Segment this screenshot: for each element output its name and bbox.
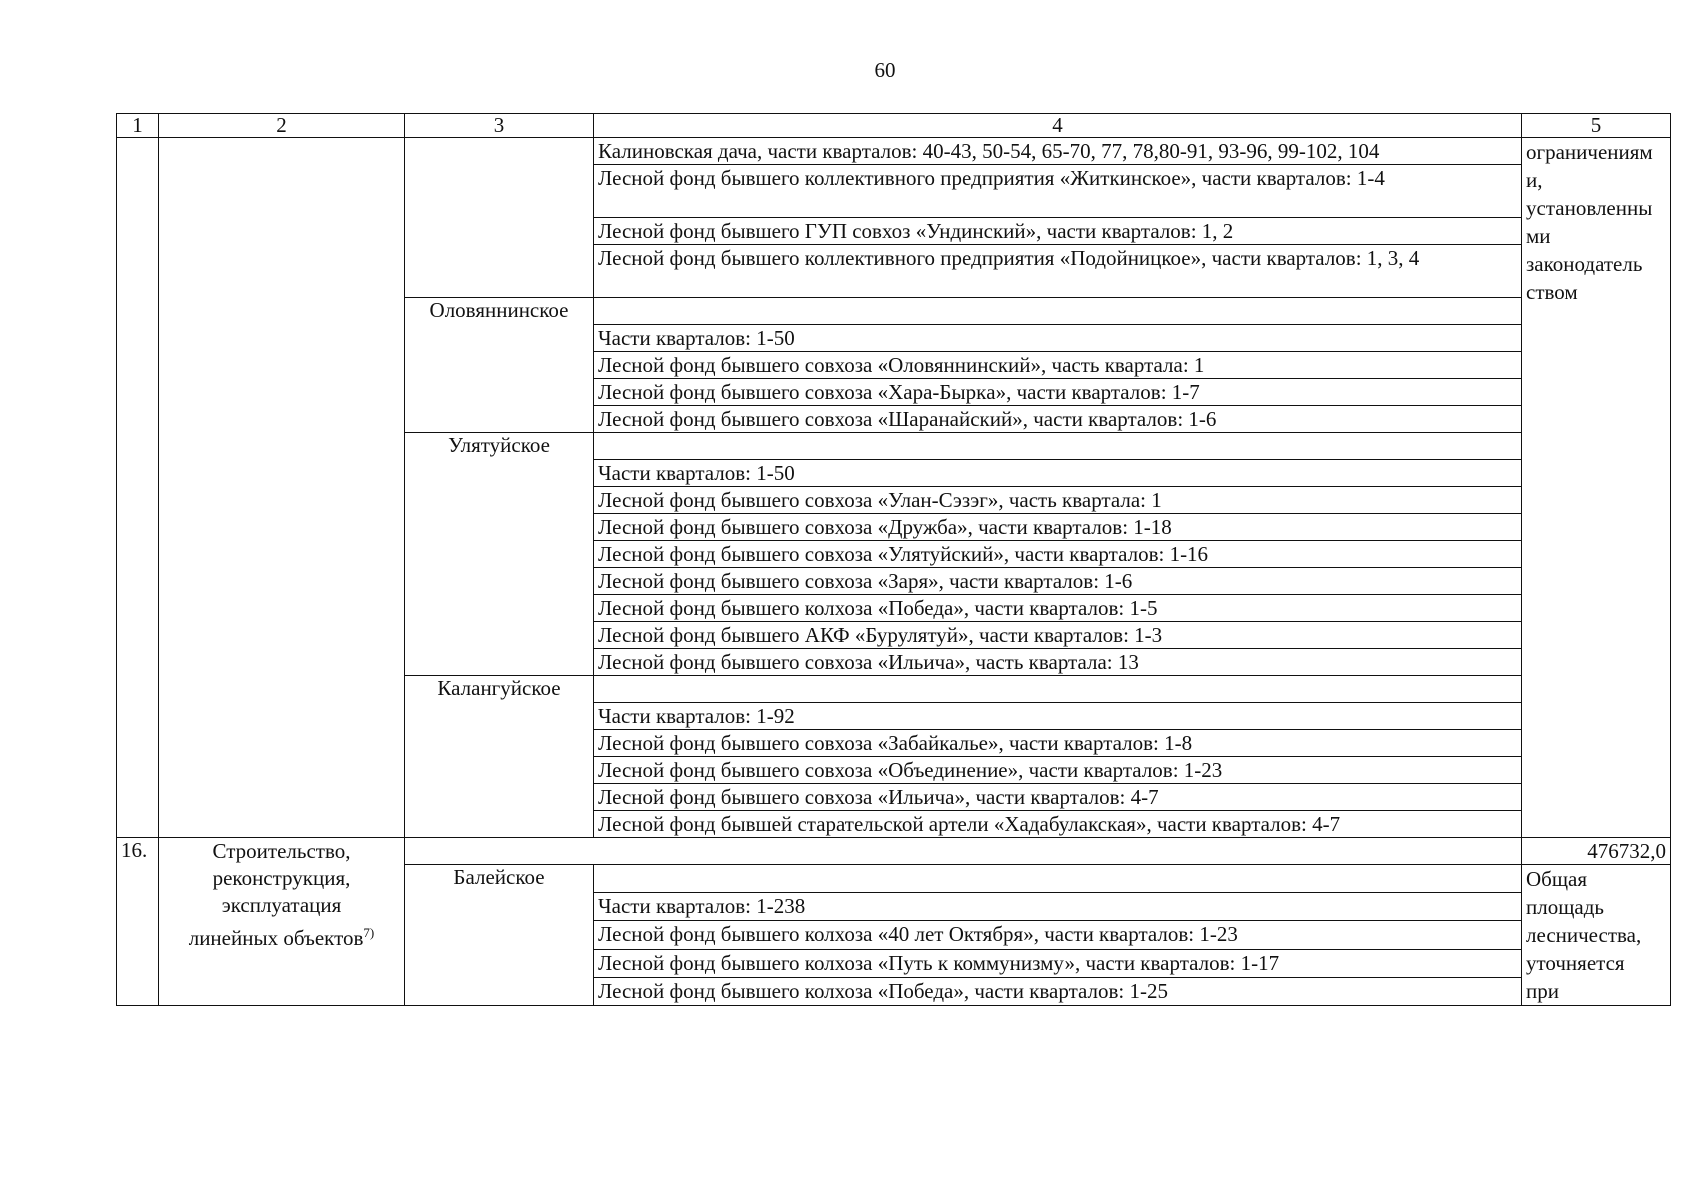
usage-type-line: Строительство, [212, 839, 351, 863]
cell-location: Лесной фонд бывшего совхоза «Улятуйский», части кварталов: 1-16 [594, 541, 1522, 568]
note-line: площадь [1526, 895, 1604, 919]
cell-location: Лесной фонд бывшего колхоза «Победа», части кварталов: 1-25 [594, 977, 1522, 1005]
column-header-2: 2 [159, 114, 405, 138]
page-number: 60 [874, 58, 896, 82]
note-line: ми [1526, 224, 1551, 248]
note-restrictions [1522, 138, 1671, 838]
cell-location-empty [594, 298, 1522, 325]
cell-location: Лесной фонд бывшего коллективного предприятия «Подойницкое», части кварталов: 1, 3, 4 [594, 245, 1522, 298]
cell-district-name: Оловяннинское [405, 298, 594, 433]
note-line: и, [1526, 168, 1543, 192]
note-line: установленны [1526, 196, 1653, 220]
cell-location: Лесной фонд бывшего ГУП совхоз «Ундинский», части кварталов: 1, 2 [594, 218, 1522, 245]
cell-location: Лесной фонд бывшей старательской артели «Хадабулакская», части кварталов: 4-7 [594, 811, 1522, 838]
cell-location: Лесной фонд бывшего совхоза «Дружба», части кварталов: 1-18 [594, 514, 1522, 541]
column-header-5: 5 [1522, 114, 1671, 138]
cell-district-name: Улятуйское [405, 433, 594, 676]
cell-area: 476732,0 [1522, 838, 1671, 865]
column-header-1: 1 [117, 114, 159, 138]
cell-location: Лесной фонд бывшего совхоза «Объединение», части кварталов: 1-23 [594, 757, 1522, 784]
cell-location: Лесной фонд бывшего совхоза «Забайкалье», части кварталов: 1-8 [594, 730, 1522, 757]
cell-location: Лесной фонд бывшего совхоза «Заря», части кварталов: 1-6 [594, 568, 1522, 595]
note-line: лесничества, [1526, 923, 1642, 947]
cell-location: Лесной фонд бывшего совхоза «Ильича», часть квартала: 13 [594, 649, 1522, 676]
note-line: ограничениям [1526, 140, 1653, 164]
cell-location-empty [594, 865, 1522, 893]
cell-location: Лесной фонд бывшего совхоза «Улан-Сэзэг», часть квартала: 1 [594, 487, 1522, 514]
column-header-4: 4 [594, 114, 1522, 138]
cell-location: Части кварталов: 1-92 [594, 703, 1522, 730]
cell-location-empty [594, 676, 1522, 703]
cell-usage-type [159, 838, 405, 1006]
section-row [117, 838, 1671, 865]
cell-location: Лесной фонд бывшего совхоза «Оловяннинский», часть квартала: 1 [594, 352, 1522, 379]
table-row [117, 138, 1671, 165]
note-line: ством [1526, 280, 1578, 304]
cell-location: Лесной фонд бывшего колхоза «Победа», части кварталов: 1-5 [594, 595, 1522, 622]
footnote-marker: 7) [363, 925, 375, 940]
cell-location: Лесной фонд бывшего совхоза «Ильича», части кварталов: 4-7 [594, 784, 1522, 811]
cell-location: Лесной фонд бывшего коллективного предприятия «Житкинское», части кварталов: 1-4 [594, 165, 1522, 218]
note-line: уточняется [1526, 951, 1625, 975]
cell-location: Лесной фонд бывшего колхоза «Путь к коммунизму», части кварталов: 1-17 [594, 949, 1522, 977]
cell-number: 16. [117, 838, 159, 1006]
usage-type-line: эксплуатация [221, 893, 342, 917]
table-header-row [117, 114, 1671, 138]
cell-location: Лесной фонд бывшего АКФ «Бурулятуй», части кварталов: 1-3 [594, 622, 1522, 649]
cell-location: Лесной фонд бывшего совхоза «Хара-Быркa», части кварталов: 1-7 [594, 379, 1522, 406]
forest-use-table [116, 113, 1671, 1006]
cell-location: Калиновская дача, части кварталов: 40-43, 50-54, 65-70, 77, 78,80-91, 93-96, 99-102, 104 [594, 138, 1522, 165]
cell-location: Лесной фонд бывшего совхоза «Шаранайский», части кварталов: 1-6 [594, 406, 1522, 433]
cell-district [405, 138, 594, 298]
cell-location-empty [594, 433, 1522, 460]
cell-location: Лесной фонд бывшего колхоза «40 лет Октября», части кварталов: 1-23 [594, 921, 1522, 949]
cell-number [117, 138, 159, 838]
usage-type-line: реконструкция, [212, 866, 351, 890]
cell-location: Части кварталов: 1-50 [594, 325, 1522, 352]
cell-empty [405, 838, 1522, 865]
cell-district-name: Калангуйское [405, 676, 594, 838]
note-line: законодатель [1526, 252, 1643, 276]
note-total-area [1522, 865, 1671, 1006]
cell-district-name: Балейское [405, 865, 594, 1006]
cell-location: Части кварталов: 1-50 [594, 460, 1522, 487]
note-line: Общая [1526, 867, 1588, 891]
column-header-3: 3 [405, 114, 594, 138]
note-line: при [1526, 979, 1559, 1003]
cell-location: Части кварталов: 1-238 [594, 893, 1522, 921]
usage-type-line: линейных объектов [188, 926, 364, 950]
cell-usage-type [159, 138, 405, 838]
